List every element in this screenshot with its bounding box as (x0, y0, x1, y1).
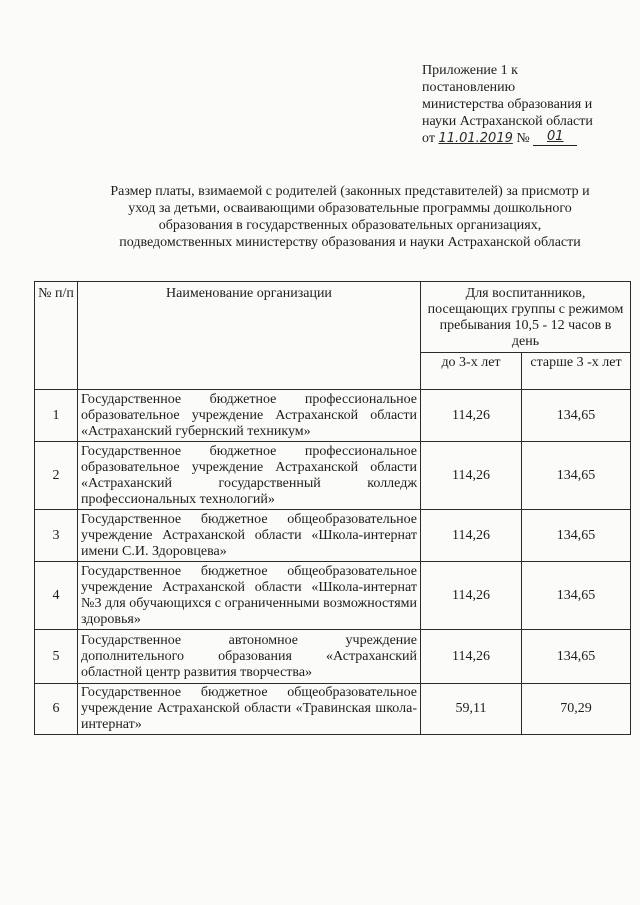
header-name: Наименование организации (78, 282, 421, 390)
row-over3: 70,29 (522, 684, 631, 735)
row-name (78, 684, 421, 735)
row-under3: 114,26 (421, 442, 522, 510)
date-prefix: от (422, 131, 435, 146)
row-num: 3 (35, 510, 78, 562)
table-row (35, 390, 631, 442)
row-over3: 134,65 (522, 510, 631, 562)
row-under3: 114,26 (421, 630, 522, 684)
document-title (70, 183, 630, 251)
row-num: 4 (35, 562, 78, 630)
table-row (35, 562, 631, 630)
appendix-line: Приложение 1 к (422, 63, 518, 78)
row-name-text: Государственное бюджетное общеобразовательное учреждение Астраханской области «Школа-интернат имени С.И. Здоровцева» (81, 511, 417, 559)
handwritten-number: 01 (533, 128, 577, 146)
appendix-line: постановлению (422, 80, 516, 95)
header-under3: до 3-х лет (421, 353, 522, 390)
row-name (78, 390, 421, 442)
number-label: № (516, 131, 530, 146)
row-under3: 114,26 (421, 562, 522, 630)
handwritten-date: 11.01.2019 (438, 131, 513, 146)
row-over3: 134,65 (522, 442, 631, 510)
row-num: 6 (35, 684, 78, 735)
row-num: 2 (35, 442, 78, 510)
row-num: 5 (35, 630, 78, 684)
title-line: Размер платы, взимаемой с родителей (законных представителей) за присмотр и (110, 184, 590, 199)
fees-table (34, 281, 631, 735)
header-num: № п/п (35, 282, 78, 390)
table-row (35, 630, 631, 684)
title-line: уход за детьми, осваивающими образовательные программы дошкольного (128, 201, 572, 216)
table-row (35, 442, 631, 510)
row-name (78, 630, 421, 684)
row-name (78, 510, 421, 562)
title-line: образования в государственных образовательных организациях, (158, 218, 542, 233)
table-row (35, 684, 631, 735)
appendix-line: науки Астраханской области (422, 114, 593, 129)
row-over3: 134,65 (522, 562, 631, 630)
table-row (35, 510, 631, 562)
row-under3: 59,11 (421, 684, 522, 735)
row-name-text: Государственное бюджетное общеобразовательное учреждение Астраханской области «Травинская школа-интернат» (81, 685, 417, 732)
header-over3: старше 3 -х лет (522, 353, 631, 390)
row-name-text: Государственное бюджетное профессиональное образовательное учреждение Астраханской области «Астраханский губернский техникум» (81, 391, 417, 439)
appendix-line: министерства образования и (422, 97, 593, 112)
appendix-date-line (422, 130, 622, 148)
appendix-header (422, 62, 622, 148)
row-name (78, 442, 421, 510)
row-over3: 134,65 (522, 630, 631, 684)
header-group: Для воспитанников, посещающих группы с режимом пребывания 10,5 - 12 часов в день (421, 282, 631, 353)
row-name-text: Государственное бюджетное профессиональное образовательное учреждение Астраханской области «Астраханский государственный колледж профессиональных технологий» (81, 443, 417, 507)
row-over3: 134,65 (522, 390, 631, 442)
row-name-text: Государственное бюджетное общеобразовательное учреждение Астраханской области «Школа-интернат №3 для обучающихся с ограниченными возможностями здоровья» (81, 563, 417, 627)
row-under3: 114,26 (421, 510, 522, 562)
row-under3: 114,26 (421, 390, 522, 442)
table-header-row (35, 282, 631, 353)
row-num: 1 (35, 390, 78, 442)
row-name-text: Государственное автономное учреждение дополнительного образования «Астраханский областной центр развития творчества» (81, 632, 417, 680)
title-line: подведомственных министерству образования и науки Астраханской области (119, 235, 581, 250)
row-name (78, 562, 421, 630)
